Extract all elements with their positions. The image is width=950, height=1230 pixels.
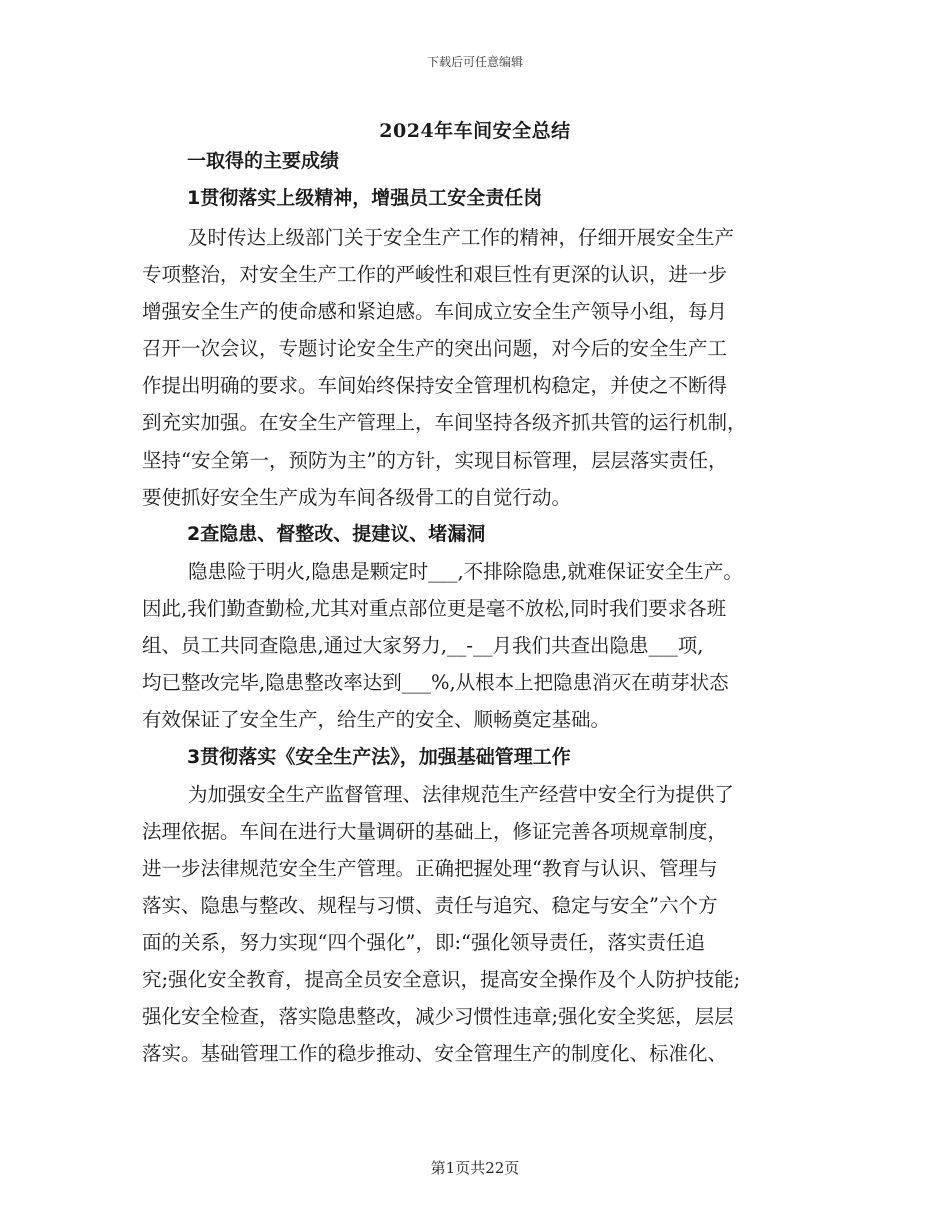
paragraph-line: 作提出明确的要求。车间始终保持安全管理机构稳定，并使之不断得 — [142, 374, 728, 397]
document-title: 2024年车间安全总结 — [379, 120, 571, 142]
section-1-heading: 1贯彻落实上级精神，增强员工安全责任岗 — [187, 187, 543, 209]
page-number: 第1页共22页 — [430, 1159, 520, 1177]
paragraph-line: 落实。基础管理工作的稳步推动、安全管理生产的制度化、标准化、 — [142, 1042, 728, 1065]
page-header-note: 下载后可任意编辑 — [426, 55, 523, 69]
paragraph-line: 强化安全检查，落实隐患整改，减少习惯性违章;强化安全奖惩，层层 — [142, 1005, 734, 1028]
paragraph-line: 到充实加强。在安全生产管理上，车间坚持各级齐抓共管的运行机制， — [142, 411, 747, 434]
paragraph-line: 法理依据。车间在进行大量调研的基础上，修证完善各项规章制度， — [142, 820, 728, 843]
paragraph-line: 增强安全生产的使命感和紧迫感。车间成立安全生产领导小组，每月 — [142, 300, 728, 323]
paragraph-line: 坚持“安全第一，预防为主”的方针，实现目标管理，层层落实责任， — [142, 449, 728, 472]
paragraph-line: 面的关系，努力实现“四个强化”，即:“强化领导责任，落实责任追 — [142, 931, 705, 954]
section-2-heading: 2查隐患、督整改、提建议、堵漏洞 — [187, 523, 486, 545]
paragraph-line: 为加强安全生产监督管理、法律规范生产经营中安全行为提供了 — [188, 783, 735, 806]
paragraph-line: 究;强化安全教育，提高全员安全意识，提高安全操作及个人防护技能; — [142, 968, 741, 991]
paragraph-line: 进一步法律规范安全生产管理。正确把握处理“教育与认识、管理与 — [142, 857, 718, 880]
paragraph-line: 要使抓好安全生产成为车间各级骨工的自觉行动。 — [142, 486, 572, 509]
paragraph-line: 召开一次会议，专题讨论安全生产的突出问题，对今后的安全生产工 — [142, 337, 728, 360]
paragraph-line: 因此,我们勤查勤检,尤其对重点部位更是毫不放松,同时我们要求各班 — [142, 597, 727, 620]
paragraph-line: 组、员工共同查隐患,通过大家努力,__-__月我们共查出隐患___项, — [142, 634, 704, 657]
paragraph-line: 均已整改完毕,隐患整改率达到___%,从根本上把隐患消灭在萌芽状态 — [142, 671, 729, 694]
paragraph-line: 落实、隐患与整改、规程与习惯、责任与追究、稳定与安全”六个方 — [142, 894, 718, 917]
main-heading: 一取得的主要成绩 — [187, 150, 340, 172]
paragraph-line: 有效保证了安全生产，给生产的安全、顺畅奠定基础。 — [142, 708, 611, 731]
paragraph-line: 专项整治，对安全生产工作的严峻性和艰巨性有更深的认识，进一步 — [142, 263, 728, 286]
paragraph-line: 及时传达上级部门关于安全生产工作的精神，仔细开展安全生产 — [188, 226, 735, 249]
section-3-heading: 3贯彻落实《安全生产法》，加强基础管理工作 — [187, 746, 571, 768]
paragraph-line: 隐患险于明火,隐患是颗定时___,不排除隐患,就难保证安全生产。 — [188, 560, 743, 583]
